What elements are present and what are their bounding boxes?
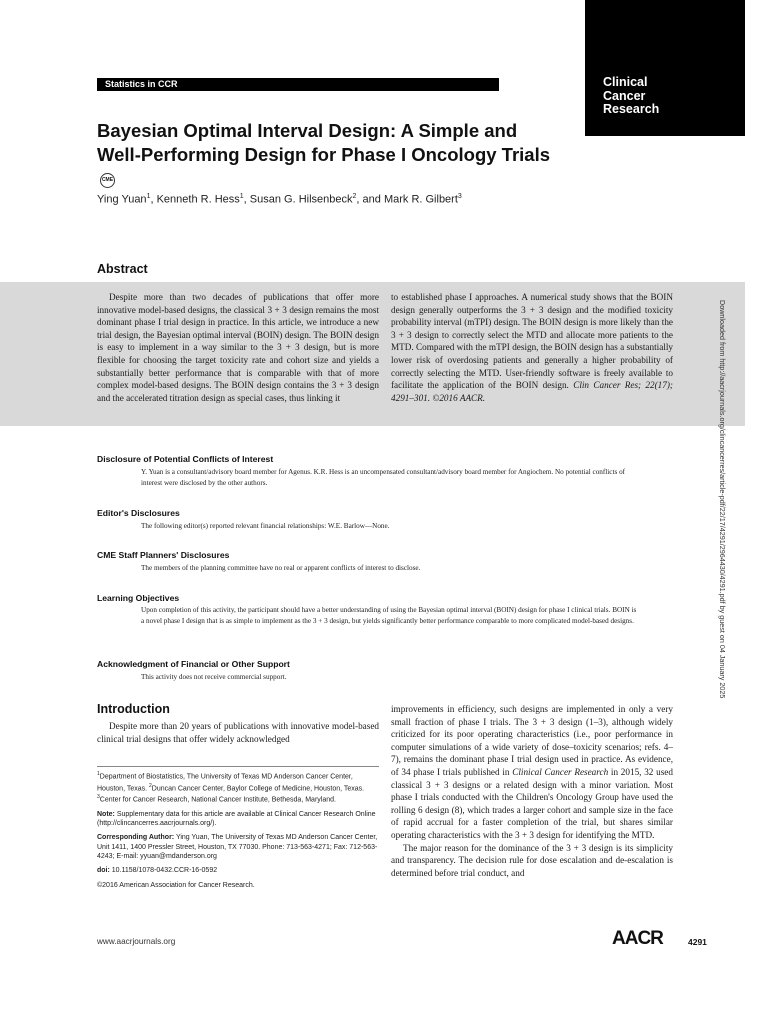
copyright: ©2016 American Association for Cancer Research. — [97, 881, 255, 889]
affiliation-marker: 1 — [97, 771, 100, 777]
author-separator: , — [150, 193, 157, 206]
author-name: Susan G. Hilsenbeck — [249, 193, 353, 206]
doi-text: 10.1158/1078-0432.CCR-16-0592 — [109, 867, 218, 875]
corresponding-author-text: Ying Yuan, The University of Texas MD Anderson Cancer Center, Unit 1411, 1400 Pressler Street, Houston, TX 77030. Phone: 713-563-4271; Fax: 712-563-4243; E-mail: yyuan@mdanderson.org — [97, 834, 378, 861]
author-affiliation: 1 — [239, 193, 244, 200]
journal-name-line1: Clinical — [603, 75, 648, 89]
abstract-text-right-body: to established phase I approaches. A numerical study shows that the BOIN design generally outperforms the 3 + 3 design and the modified toxicity probability interval (mTPI) design. The BOIN design is more likely than the 3 + 3 design to correctly select the MTD and allocate more patients to the MTD. Compared with the mTPI design, the BOIN design has a substantially lower risk of overdosing patients and generally a higher probability of correctly selecting the MTD. User-friendly software is freely available to facilitate the application of the BOIN design. — [391, 292, 673, 391]
introduction-text-left: Despite more than 20 years of publications with innovative model-based clinical trial designs that offer widely acknowledged — [97, 721, 379, 744]
learning-objectives-text: Upon completion of this activity, the participant should have a better understanding of using the Bayesian optimal interval (BOIN) design for phase I clinical trials. BOIN is a novel phase I design that is as simple to implement as the 3 + 3 design, but yields significantly better performance comparable to more complicated model-based designs. — [141, 606, 637, 625]
affiliation-text: Department of Biostatistics, The University of Texas MD Anderson Cancer Center, Houston, Texas. — [97, 773, 353, 792]
introduction-text-right — [391, 703, 673, 879]
author-name: Kenneth R. Hess — [156, 193, 240, 206]
note-label: Note: — [97, 810, 115, 818]
journal-name-line2: Cancer — [603, 88, 646, 103]
disclosure-text-cme-staff: The members of the planning committee have no real or apparent conflicts of interest to disclose. — [141, 564, 421, 572]
introduction-paragraph-part: improvements in efficiency, such designs are implemented in only a very small fraction of phase I trials. The 3 + 3 design (1–3), although widely criticized for its poor operating characteristics (i.e., poor performance in computer simulations of a wide variety of dose–toxicity scenarios; refs. 4–7), remains the dominant phase I trial design used in practice. As evidence, of 34 phase I trials published in — [391, 704, 673, 777]
disclosure-heading-editor: Editor's Disclosures — [97, 508, 180, 518]
disclosure-heading-cme-staff: CME Staff Planners' Disclosures — [97, 550, 230, 560]
footnote-divider — [97, 766, 379, 767]
footnotes — [97, 770, 379, 895]
doi — [97, 866, 379, 875]
section-tag: Statistics in CCR — [97, 78, 499, 91]
author-name: Ying Yuan — [97, 193, 147, 206]
learning-objectives-heading: Learning Objectives — [97, 593, 180, 603]
doi-label: doi: — [97, 867, 110, 875]
footer-url: www.aacrjournals.org — [97, 937, 176, 946]
author-name: Mark R. Gilbert — [383, 193, 458, 206]
introduction-paragraph — [391, 703, 673, 842]
note-text: Supplementary data for this article are available at Clinical Cancer Research Online (http://clincancerres.aacrjournals.org/). — [97, 810, 376, 828]
author-affiliation: 3 — [457, 193, 462, 200]
author-affiliation: 1 — [146, 193, 151, 200]
article-title — [97, 119, 557, 191]
aacr-logo: AACR — [612, 928, 663, 949]
acknowledgment-text: This activity does not receive commercial support. — [141, 673, 287, 681]
affiliations-footnote — [97, 770, 379, 805]
affiliation-text: Duncan Cancer Center, Baylor College of Medicine, Houston, Texas. — [151, 784, 365, 792]
download-side-note-text: Downloaded from http://aacrjournals.org/clincancerres/article-pdf/22/17/4291/2964430/4291.pdf by guest on 04 January 2025 — [718, 300, 727, 699]
affiliation-marker: 3 — [97, 794, 100, 801]
abstract-heading: Abstract — [97, 262, 148, 276]
abstract-citation: Clin Cancer Res; 22(17); 4291–301. ©2016 AACR. — [391, 380, 673, 403]
journal-logo-box — [585, 0, 745, 136]
author-affiliation: 2 — [352, 193, 357, 200]
author-separator: , — [243, 193, 250, 206]
supplementary-note — [97, 810, 379, 829]
introduction-heading: Introduction — [97, 702, 170, 716]
introduction-paragraph-part: in 2015, 32 used classical 3 + 3 designs or a related design with a minor variation. Most phase I trials conducted with the Children's Oncology Group have used the rolling 6 design (8), which trades a larger cohort and sample size in the face of rapid accrual for a faster completion of the trial, but shares similar operating characteristics with the 3 + 3 design for identifying the MTD. — [391, 766, 673, 840]
corresponding-author — [97, 833, 379, 861]
disclosure-heading-conflicts: Disclosure of Potential Conflicts of Interest — [97, 454, 274, 464]
abstract-text-right — [391, 291, 673, 404]
journal-name-italic: Clinical Cancer Research — [512, 766, 609, 777]
disclosure-text-editor: The following editor(s) reported relevant financial relationships: W.E. Barlow—None. — [141, 522, 390, 530]
affiliation-text: Center for Cancer Research, National Cancer Institute, Bethesda, Maryland. — [99, 796, 336, 804]
introduction-paragraph: The major reason for the dominance of the 3 + 3 design is its simplicity and transparency. The decision rule for dose escalation and de-escalation is determined before trial conduct, and — [391, 842, 673, 878]
cme-badge-icon: CME — [100, 173, 115, 188]
disclosure-text-conflicts: Y. Yuan is a consultant/advisory board member for Agenus. K.R. Hess is an uncompensated consultant/advisory board member for Angiochem. No potential conflicts of interest were disclosed by the other authors. — [141, 468, 626, 487]
affiliation-marker: 2 — [149, 782, 152, 789]
article-title-text: Bayesian Optimal Interval Design: A Simple and Well-Performing Design for Phase I Oncology Trials — [97, 120, 551, 165]
author-list — [97, 193, 462, 206]
corresponding-author-label: Corresponding Author: — [97, 834, 175, 842]
journal-name-line3: Research — [603, 102, 660, 116]
abstract-text-left: Despite more than two decades of publications that offer more innovative model-based designs, the classical 3 + 3 design remains the most dominant phase I trial design in practice. In this article, we introduce a new trial design, the Bayesian optimal interval (BOIN) design. The BOIN design is easy to implement in a way similar to the 3 + 3 design, but is more flexible for choosing the target toxicity rate and cohort size and yields a substantially better performance that is comparable with that of more complex model-based designs. The BOIN design contains the 3 + 3 design and the accelerated titration design as special cases, thus linking it — [97, 292, 379, 403]
author-separator: , and — [356, 193, 384, 206]
acknowledgment-heading: Acknowledgment of Financial or Other Support — [97, 659, 290, 669]
page-number: 4291 — [688, 937, 707, 947]
download-side-note — [716, 300, 728, 740]
